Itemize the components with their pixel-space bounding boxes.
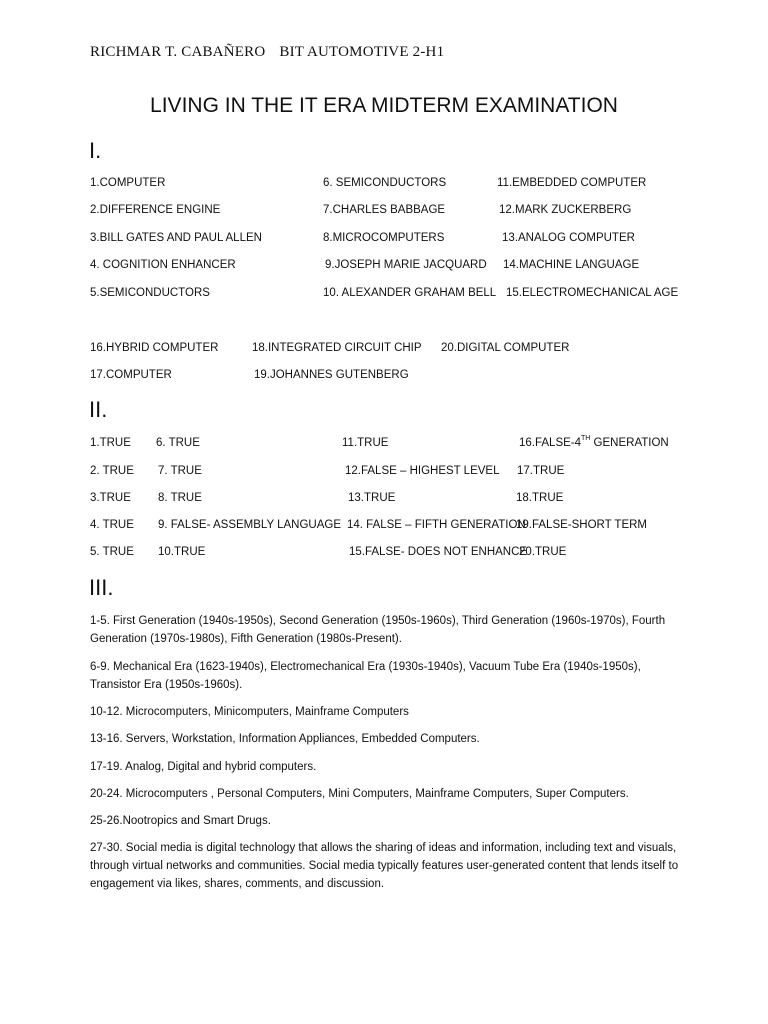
answer-item: 13.TRUE xyxy=(348,492,396,504)
answer-paragraph: 6-9. Mechanical Era (1623-1940s), Electromechanical Era (1930s-1940s), Vacuum Tube Era (1940s-1950s), Transistor Era (1950s-1960s). xyxy=(90,661,641,691)
answer-paragraph: 1-5. First Generation (1940s-1950s), Second Generation (1950s-1960s), Third Generation (1960s-1970s), Fourth Generation (1970s-1980s), Fifth Generation (1980s-Present). xyxy=(90,615,666,645)
answer-item: 15.FALSE- DOES NOT ENHANCE xyxy=(349,546,528,558)
answer-item: 11.EMBEDDED COMPUTER xyxy=(497,177,647,189)
answer-item: 4. COGNITION ENHANCER xyxy=(90,259,236,271)
answer-item: 1.TRUE xyxy=(90,437,131,449)
answer-text: GENERATION xyxy=(590,437,669,449)
answer-paragraph: 17-19. Analog, Digital and hybrid computers. xyxy=(90,761,317,773)
answer-item: 10.TRUE xyxy=(158,546,206,558)
answer-item: 10. ALEXANDER GRAHAM BELL xyxy=(323,287,497,299)
answer-paragraph: 27-30. Social media is digital technology that allows the sharing of ideas and information, including text and visuals, through virtual networks and communities. Social media typically features user-generated content that lends itself to engagement via likes, shares, comments, and discussion. xyxy=(90,842,679,890)
answer-item: 15.ELECTROMECHANICAL AGE xyxy=(506,287,679,299)
answer-item: 3.BILL GATES AND PAUL ALLEN xyxy=(90,232,262,244)
answer-item: 8. TRUE xyxy=(158,492,202,504)
answer-item: 16.HYBRID COMPUTER xyxy=(90,342,219,354)
answer-item: 18.TRUE xyxy=(516,492,564,504)
answer-item xyxy=(519,437,669,449)
answer-item: 19.FALSE-SHORT TERM xyxy=(516,519,648,531)
answer-item: 12.MARK ZUCKERBERG xyxy=(499,204,632,216)
answer-item: 14. FALSE – FIFTH GENERATION xyxy=(347,519,526,531)
answer-paragraph: 13-16. Servers, Workstation, Information Appliances, Embedded Computers. xyxy=(90,733,480,745)
answer-item: 2. TRUE xyxy=(90,465,134,477)
answer-item: 9.JOSEPH MARIE JACQUARD xyxy=(325,259,487,271)
answer-item: 14.MACHINE LANGUAGE xyxy=(503,259,640,271)
answer-item: 7. TRUE xyxy=(158,465,202,477)
answer-item: 5. TRUE xyxy=(90,546,134,558)
student-name: RICHMAR T. CABAÑERO xyxy=(90,44,266,60)
answer-paragraph: 20-24. Microcomputers , Personal Computers, Mini Computers, Mainframe Computers, Super Computers. xyxy=(90,788,629,800)
answer-item: 18.INTEGRATED CIRCUIT CHIP xyxy=(252,342,422,354)
answer-item: 7.CHARLES BABBAGE xyxy=(323,204,446,216)
answer-item: 1.COMPUTER xyxy=(90,177,166,189)
answer-item: 6. TRUE xyxy=(156,437,200,449)
answer-paragraph: 10-12. Microcomputers, Minicomputers, Mainframe Computers xyxy=(90,706,409,718)
answer-item: 3.TRUE xyxy=(90,492,131,504)
superscript-th: TH xyxy=(581,435,591,442)
answer-item: 2.DIFFERENCE ENGINE xyxy=(90,204,221,216)
answer-item: 4. TRUE xyxy=(90,519,134,531)
answer-item: 20.DIGITAL COMPUTER xyxy=(441,342,570,354)
answer-item: 9. FALSE- ASSEMBLY LANGUAGE xyxy=(158,519,342,531)
answer-text: 16.FALSE-4 xyxy=(519,437,582,449)
answer-item: 17.TRUE xyxy=(517,465,565,477)
answer-paragraph: 25-26.Nootropics and Smart Drugs. xyxy=(90,815,271,827)
answer-item: 17.COMPUTER xyxy=(90,369,172,381)
answer-item: 12.FALSE – HIGHEST LEVEL xyxy=(345,465,500,477)
answer-item: 5.SEMICONDUCTORS xyxy=(90,287,210,299)
page-title: LIVING IN THE IT ERA MIDTERM EXAMINATION xyxy=(150,94,618,117)
answer-item: 8.MICROCOMPUTERS xyxy=(323,232,445,244)
answer-item: 13.ANALOG COMPUTER xyxy=(502,232,635,244)
answer-item: 20.TRUE xyxy=(519,546,567,558)
answer-item: 11.TRUE xyxy=(342,437,389,449)
section-heading-2: II. xyxy=(89,397,108,422)
answer-item: 19.JOHANNES GUTENBERG xyxy=(254,369,409,381)
answer-item: 6. SEMICONDUCTORS xyxy=(323,177,447,189)
student-course: BIT AUTOMOTIVE 2-H1 xyxy=(279,44,445,60)
section-heading-3: III. xyxy=(89,575,114,600)
section-heading-1: I. xyxy=(89,138,102,163)
student-header xyxy=(90,44,444,61)
